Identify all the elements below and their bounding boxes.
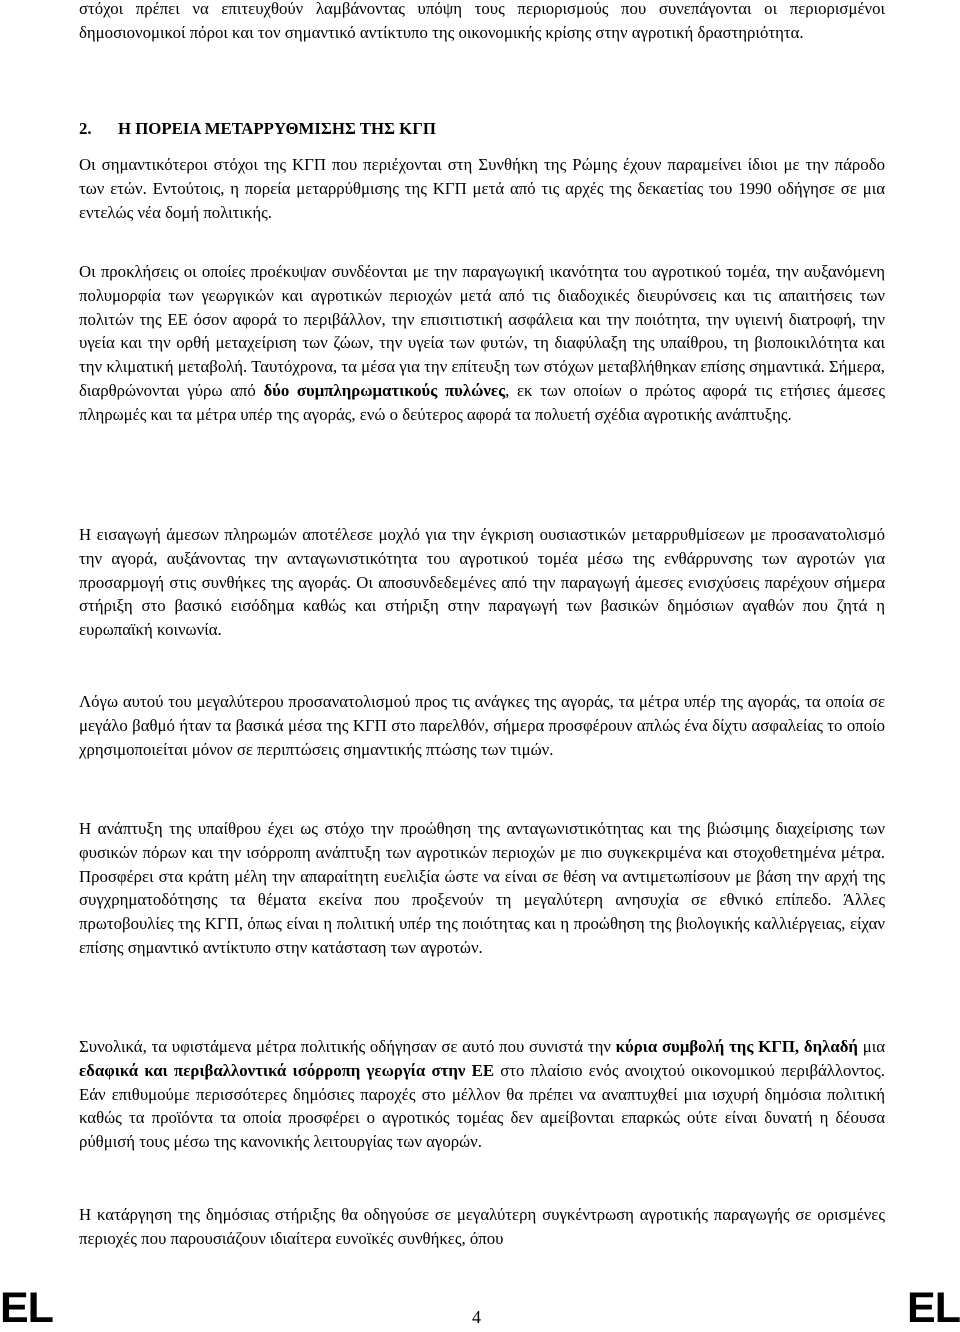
- footer-language-code-right: EL: [907, 1284, 960, 1332]
- footer-language-code-left: EL: [0, 1284, 53, 1332]
- paragraph-6-emphasis-2: εδαφικά και περιβαλλοντικά ισόρροπη γεωργία στην ΕΕ: [79, 1060, 495, 1080]
- paragraph-6-emphasis-1: κύρια συμβολή της ΚΓΠ, δηλαδή: [615, 1037, 858, 1056]
- paragraph-7: Η κατάργηση της δημόσιας στήριξης θα οδηγούσε σε μεγαλύτερη συγκέντρωση αγροτικής παραγωγής σε ορισμένες περιοχές που παρουσιάζουν ιδιαίτερα ευνοϊκές συνθήκες, όπου: [79, 1205, 885, 1248]
- section-heading: [79, 117, 436, 141]
- paragraph-2-emphasis: δύο συμπληρωματικούς πυλώνες: [263, 380, 506, 400]
- paragraph-6-text-end: στο πλαίσιο ενός ανοιχτού οικονομικού περιβάλλοντος. Εάν επιθυμούμε περισσότερες δημόσιες παροχές στο μέλλον θα πρέπει να αναπτυχθεί μια ισχυρή δημόσια πολιτική καθώς τα προϊόντα τα οποία προσφέρει ο αγροτικός τομέας δεν αμείβονται επαρκώς ούτε είναι δυνατή η δέουσα ρύθμισή τους μέσω της κανονικής λειτουργίας των αγορών.: [79, 1060, 885, 1152]
- intro-paragraph: στόχοι πρέπει να επιτευχθούν λαμβάνοντας υπόψη τους περιορισμούς που συνεπάγονται οι περιορισμένοι δημοσιονομικοί πόροι και τον σημαντικό αντίκτυπο της οικονομικής κρίσης στην αγροτική δραστηριότητα.: [79, 0, 885, 42]
- paragraph-2: [79, 260, 885, 427]
- section-number: 2.: [79, 119, 92, 138]
- paragraph-5: Η ανάπτυξη της υπαίθρου έχει ως στόχο την προώθηση της ανταγωνιστικότητας και της βιώσιμης διαχείρισης των φυσικών πόρων και την ισόρροπη ανάπτυξη των αγροτικών περιοχών με πιο συγκεκριμένα και στοχοθετημένα μέτρα. Προσφέρει στα κράτη μέλη την απαραίτητη ευελιξία ώστε να είναι σε θέση να αντιμετωπίσουν με βάση την αρχή της συγχρηματοδότησης τα θέματα εκείνα που προξενούν τη μεγαλύτερη ανησυχία σε εθνικό επίπεδο. Άλλες πρωτοβουλίες της ΚΓΠ, όπως είναι η πολιτική υπέρ της ποιότητας και η προώθηση της βιολογικής καλλιέργειας, είχαν επίσης σημαντικό αντίκτυπο στην κατάσταση των αγροτών.: [79, 819, 885, 957]
- paragraph-1: Οι σημαντικότεροι στόχοι της ΚΓΠ που περιέχονται στη Συνθήκη της Ρώμης έχουν παραμείνει ίδιοι με την πάροδο των ετών. Εντούτοις, η πορεία μεταρρύθμισης της ΚΓΠ μετά από τις αρχές της δεκαετίας του 1990 οδήγησε σε μια εντελώς νέα δομή πολιτικής.: [79, 155, 885, 222]
- page-number: 4: [472, 1307, 481, 1327]
- paragraph-6-text-mid: μια: [857, 1037, 886, 1056]
- paragraph-4: Λόγω αυτού του μεγαλύτερου προσανατολισμού προς τις ανάγκες της αγοράς, τα μέτρα υπέρ της αγοράς, τα οποία σε μεγάλο βαθμό ήταν τα βασικά μέσα της ΚΓΠ στο παρελθόν, σήμερα προσφέρουν απλώς ένα δίχτυ ασφαλείας το οποίο χρησιμοποιείται μόνον σε περιπτώσεις σημαντικής πτώσης των τιμών.: [79, 692, 885, 759]
- paragraph-2-text: Οι προκλήσεις οι οποίες προέκυψαν συνδέονται με την παραγωγική ικανότητα του αγροτικού τομέα, την αυξανόμενη πολυμορφία των γεωργικών και αγροτικών περιοχών μετά από τις διαδοχικές διευρύνσεις και τις απαιτήσεις των πολιτών της ΕΕ όσον αφορά το περιβάλλον, την επισιτιστική ασφάλεια και την ποιότητα, την υγιεινή διατροφή, την υγεία και την ορθή μεταχείριση των ζώων, την υγεία των φυτών, τη διαφύλαξη της υπαίθρου, τη βιοποικιλότητα και την κλιματική μεταβολή. Ταυτόχρονα, τα μέσα για την επίτευξη των στόχων μεταβλήθηκαν επίσης σημαντικά. Σήμερα, διαρθρώνονται γύρω από: [79, 262, 885, 400]
- paragraph-6-text: Συνολικά, τα υφιστάμενα μέτρα πολιτικής οδήγησαν σε αυτό που συνιστά την: [79, 1037, 616, 1056]
- paragraph-2-text-end: , εκ των οποίων ο πρώτος αφορά τις ετήσιες άμεσες πληρωμές και τα μέτρα υπέρ της αγοράς, ενώ ο δεύτερος αφορά τα πολυετή σχέδια αγροτικής ανάπτυξης.: [79, 380, 885, 424]
- paragraph-6: [79, 1035, 885, 1154]
- paragraph-3: Η εισαγωγή άμεσων πληρωμών αποτέλεσε μοχλό για την έγκριση ουσιαστικών μεταρρυθμίσεων με προσανατολισμό την αγορά, αυξάνοντας την ανταγωνιστικότητα του αγροτικού τομέα μέσω της ενθάρρυνσης των αγροτών για προσαρμογή στις συνθήκες της αγοράς. Οι αποσυνδεδεμένες από την παραγωγή άμεσες ενισχύσεις παρέχουν σήμερα στήριξη στο βασικό εισόδημα καθώς και στήριξη στην παραγωγή των βασικών δημόσιων αγαθών που ζητά η ευρωπαϊκή κοινωνία.: [79, 525, 885, 640]
- section-title: Η ΠΟΡΕΙΑ ΜΕΤΑΡΡΥΘΜΙΣΗΣ ΤΗΣ ΚΓΠ: [118, 119, 436, 138]
